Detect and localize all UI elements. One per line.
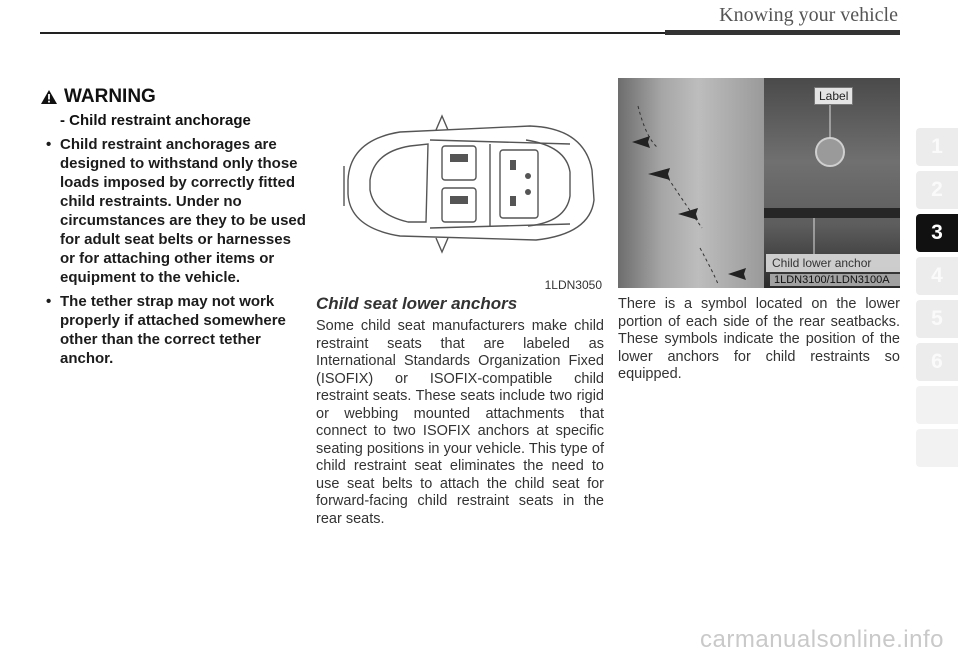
warning-heading — [40, 86, 308, 108]
arrow-icon — [728, 268, 746, 280]
photo-label-tag: Label — [814, 87, 853, 105]
chapter-tab-5[interactable]: 5 — [916, 300, 958, 338]
chapter-tab-2[interactable]: 2 — [916, 171, 958, 209]
chapter-tab-3[interactable]: 3 — [916, 214, 958, 252]
car-top-view-diagram — [330, 110, 602, 270]
figure-code: 1LDN3050 — [544, 278, 602, 292]
warning-item: • The tether strap may not work properly if attached somewhere other than the correct tether anchor. — [40, 292, 308, 368]
chapter-tab-1[interactable]: 1 — [916, 128, 958, 166]
arrow-icon — [632, 136, 650, 148]
section-body: Some child seat manufacturers make child restraint seats that are labeled as International Standards Organization Fixed (ISOFIX) or ISOFIX-compatible child restraint seats. These seats include two rigid or webbing mounted attachments that connect to two ISOFIX anchors at specific seating positions in your vehicle. This type of child restraint seat eliminates the need to use seat belts to attach the child seat for forward-facing child restraint seats in the rear seats. — [316, 318, 604, 527]
warning-title: WARNING — [64, 86, 156, 107]
lower-anchor-photo — [618, 78, 900, 288]
warning-list — [40, 135, 308, 368]
chapter-tab-6[interactable]: 6 — [916, 343, 958, 381]
header-rule-accent — [665, 30, 900, 35]
anchor-symbol-text: There is a symbol located on the lower portion of each side of the rear seatbacks. These symbols indicate the position of the lower anchors for child restraints so equipped. — [618, 296, 900, 382]
header-title: Knowing your vehicle — [719, 4, 898, 26]
arrow-icon — [648, 168, 670, 180]
warning-triangle-icon — [40, 89, 58, 105]
chapter-tab-8[interactable] — [916, 429, 958, 467]
car-diagram-icon — [330, 110, 602, 270]
chapter-tabs — [910, 128, 960, 472]
warning-subtitle: - Child restraint anchorage — [60, 112, 251, 129]
section-title: Child seat lower anchors — [316, 294, 518, 313]
arrow-icon — [678, 208, 698, 220]
photo-anchor-label: Child lower anchor — [766, 254, 900, 272]
warning-box — [40, 86, 308, 373]
photo-figure-code: 1LDN3100/1LDN3100A — [770, 274, 900, 286]
warning-item: • Child restraint anchorages are designed to withstand only those loads imposed by correctly fitted child restraints. Under no circumstances are they to be used for adult seat belts or harnesses or for attaching other items or equipment to the vehicle. — [40, 135, 308, 287]
chapter-tab-7[interactable] — [916, 386, 958, 424]
chapter-tab-4[interactable]: 4 — [916, 257, 958, 295]
watermark: carmanualsonline.info — [700, 626, 944, 653]
